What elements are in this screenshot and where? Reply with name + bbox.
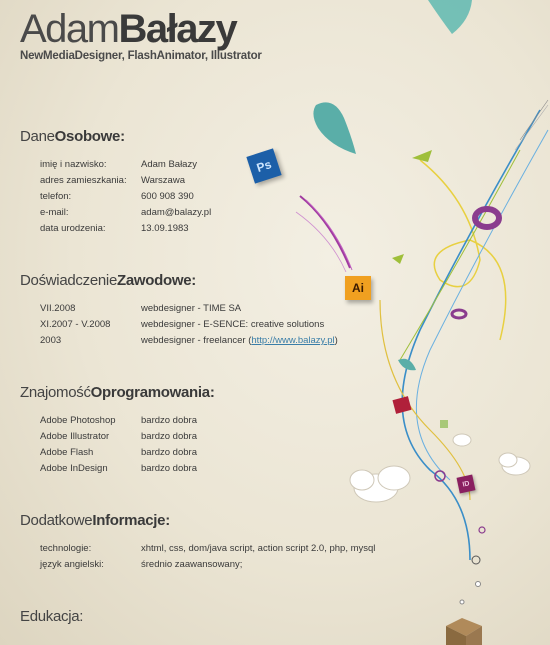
cloud-large — [350, 466, 410, 502]
green-cross — [440, 420, 448, 428]
info-row: adres zamieszkania: Warszawa — [40, 175, 185, 186]
section-title: Edukacja: — [20, 608, 84, 625]
indesign-icon — [457, 475, 476, 494]
ai-label: Ai — [352, 281, 364, 295]
swirl-yellow — [420, 160, 506, 340]
info-row: data urodzenia: 13.09.1983 — [40, 223, 189, 234]
purple-streak — [300, 196, 350, 268]
header — [20, 6, 262, 62]
teal-drop — [313, 102, 356, 154]
info-row: telefon: 600 908 390 — [40, 191, 194, 202]
info-row: technologie: xhtml, css, dom/java script, action script 2.0, php, mysql — [40, 543, 376, 554]
info-row: XI.2007 - V.2008 webdesigner - E-SENCE: creative solutions — [40, 319, 325, 330]
section-title: DaneOsobowe: — [20, 128, 125, 145]
section-title: DodatkoweInformacje: — [20, 512, 170, 529]
name-first: Adam — [20, 7, 119, 51]
section-education — [20, 608, 83, 625]
info-row: VII.2008 webdesigner - TIME SA — [40, 303, 242, 314]
purple-ring-small — [452, 310, 466, 318]
illustrator-icon — [345, 276, 371, 300]
name-last: Bałazy — [118, 7, 237, 51]
info-row: Adobe Photoshop bardzo dobra — [40, 415, 197, 426]
teal-leaf-top — [428, 0, 472, 34]
info-row: imię i nazwisko: Adam Bałazy — [40, 159, 197, 170]
website-link[interactable]: http://www.balazy.pl — [251, 335, 335, 346]
cloud-small — [499, 453, 530, 475]
purple-block — [392, 396, 411, 414]
section-personal — [20, 128, 211, 237]
info-row: e-mail: adam@balazy.pl — [40, 207, 212, 218]
section-title: DoświadczenieZawodowe: — [20, 272, 196, 289]
section-software — [20, 384, 215, 477]
ps-label: Ps — [254, 157, 274, 175]
info-row: 2003 webdesigner - freelancer (http://www.balazy.pl) — [40, 335, 338, 346]
swirl-blue — [402, 110, 540, 560]
info-row: Adobe Illustrator bardzo dobra — [40, 431, 197, 442]
info-row: Adobe Flash bardzo dobra — [40, 447, 197, 458]
section-experience — [20, 272, 338, 349]
section-title: ZnajomośćOprogramowania: — [20, 384, 215, 401]
page-title — [20, 6, 262, 52]
page-subtitle: NewMediaDesigner, FlashAnimator, Illustrator — [20, 50, 262, 62]
info-row: Adobe InDesign bardzo dobra — [40, 463, 197, 474]
section-extra — [20, 512, 375, 573]
id-label: ID — [461, 479, 471, 489]
green-bit — [412, 150, 432, 162]
info-row: język angielski: średnio zaawansowany; — [40, 559, 243, 570]
